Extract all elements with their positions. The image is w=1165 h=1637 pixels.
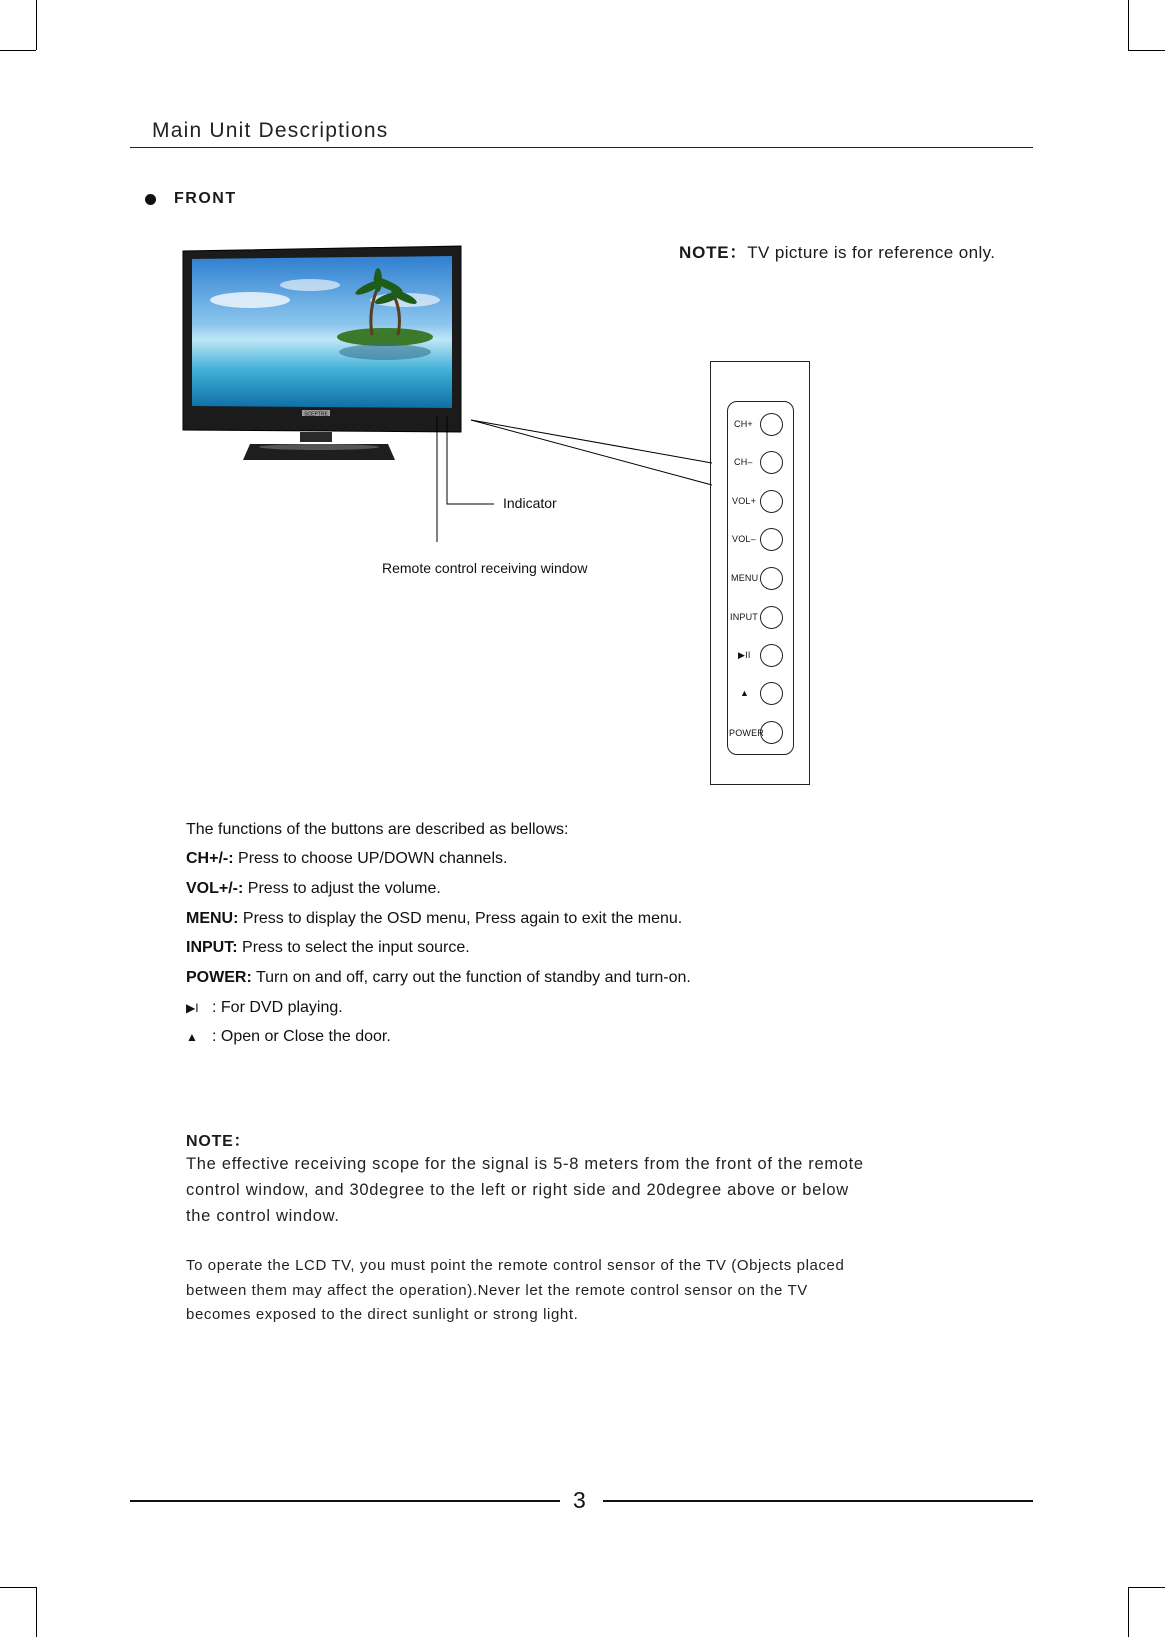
function-ch bbox=[186, 849, 507, 869]
footer-rule-left bbox=[130, 1500, 560, 1502]
panel-label-vol-down: VOL– bbox=[732, 534, 756, 544]
function-vol bbox=[186, 879, 441, 899]
function-text: Press to adjust the volume. bbox=[247, 880, 441, 897]
remote-window-label: Remote control receiving window bbox=[382, 560, 588, 576]
functions-intro: The functions of the buttons are described as bellows: bbox=[186, 821, 569, 838]
function-text: Press to choose UP/DOWN channels. bbox=[238, 850, 508, 867]
function-key: VOL+/-: bbox=[186, 880, 244, 897]
function-key: POWER: bbox=[186, 969, 252, 986]
play-pause-icon: ▶I bbox=[186, 1001, 199, 1015]
panel-label-play: ▶II bbox=[738, 650, 751, 660]
note-paragraph-sensor: To operate the LCD TV, you must point the remote control sensor of the TV (Objects placed between them may affect the operation).Never let the remote control sensor on the TV becomes exposed to the direct sunlight or strong light. bbox=[186, 1257, 845, 1323]
panel-label-menu: MENU bbox=[731, 573, 759, 583]
crop-mark bbox=[0, 1587, 36, 1588]
panel-label-ch-up: CH+ bbox=[734, 419, 753, 429]
panel-button-play[interactable] bbox=[760, 644, 783, 667]
panel-label-ch-down: CH– bbox=[734, 457, 753, 467]
function-text: : For DVD playing. bbox=[212, 999, 343, 1016]
panel-leader-top bbox=[471, 420, 712, 463]
panel-button-vol-up[interactable] bbox=[760, 490, 783, 513]
panel-label-input: INPUT bbox=[730, 612, 758, 622]
function-input bbox=[186, 938, 470, 958]
panel-button-ch-up[interactable] bbox=[760, 413, 783, 436]
panel-leader-bottom bbox=[471, 420, 712, 485]
function-eject bbox=[186, 1027, 391, 1047]
section-label: FRONT bbox=[174, 190, 237, 207]
function-key: INPUT: bbox=[186, 939, 238, 956]
panel-label-vol-up: VOL+ bbox=[732, 496, 757, 506]
function-play bbox=[186, 998, 343, 1018]
panel-button-vol-down[interactable] bbox=[760, 528, 783, 551]
function-key: MENU: bbox=[186, 910, 239, 927]
panel-button-ch-down[interactable] bbox=[760, 451, 783, 474]
page-number: 3 bbox=[573, 1487, 586, 1513]
panel-label-eject: ▲ bbox=[740, 688, 750, 698]
note-label: NOTE： bbox=[679, 243, 748, 262]
function-text: Press to select the input source. bbox=[242, 939, 470, 956]
function-text: : Open or Close the door. bbox=[212, 1028, 391, 1045]
function-text: Press to display the OSD menu, Press again to exit the menu. bbox=[242, 910, 683, 927]
panel-button-menu[interactable] bbox=[760, 567, 783, 590]
function-key: CH+/-: bbox=[186, 850, 234, 867]
crop-mark bbox=[1128, 1587, 1165, 1588]
tv-stand-neck bbox=[300, 432, 332, 442]
crop-mark bbox=[1128, 1587, 1129, 1637]
note-paragraph-range: The effective receiving scope for the signal is 5-8 meters from the front of the remote control window, and 30degree to the left or right side and 20degree above or below the control window. bbox=[186, 1155, 864, 1225]
eject-icon: ▲ bbox=[186, 1030, 198, 1044]
panel-button-input[interactable] bbox=[760, 606, 783, 629]
crop-mark bbox=[36, 1587, 37, 1637]
panel-button-power[interactable] bbox=[760, 721, 783, 744]
footer-rule-right bbox=[603, 1500, 1033, 1502]
page-title: Main Unit Descriptions bbox=[152, 119, 389, 142]
function-menu bbox=[186, 909, 682, 929]
indicator-label: Indicator bbox=[503, 495, 557, 511]
brand-text: SCEPTRE bbox=[304, 411, 328, 418]
panel-button-eject[interactable] bbox=[760, 682, 783, 705]
panel-label-power: POWER bbox=[729, 728, 765, 738]
note-text: TV picture is for reference only. bbox=[747, 243, 996, 262]
function-text: Turn on and off, carry out the function of standby and turn-on. bbox=[255, 969, 691, 986]
note-label: NOTE： bbox=[186, 1133, 251, 1150]
function-power bbox=[186, 968, 691, 988]
